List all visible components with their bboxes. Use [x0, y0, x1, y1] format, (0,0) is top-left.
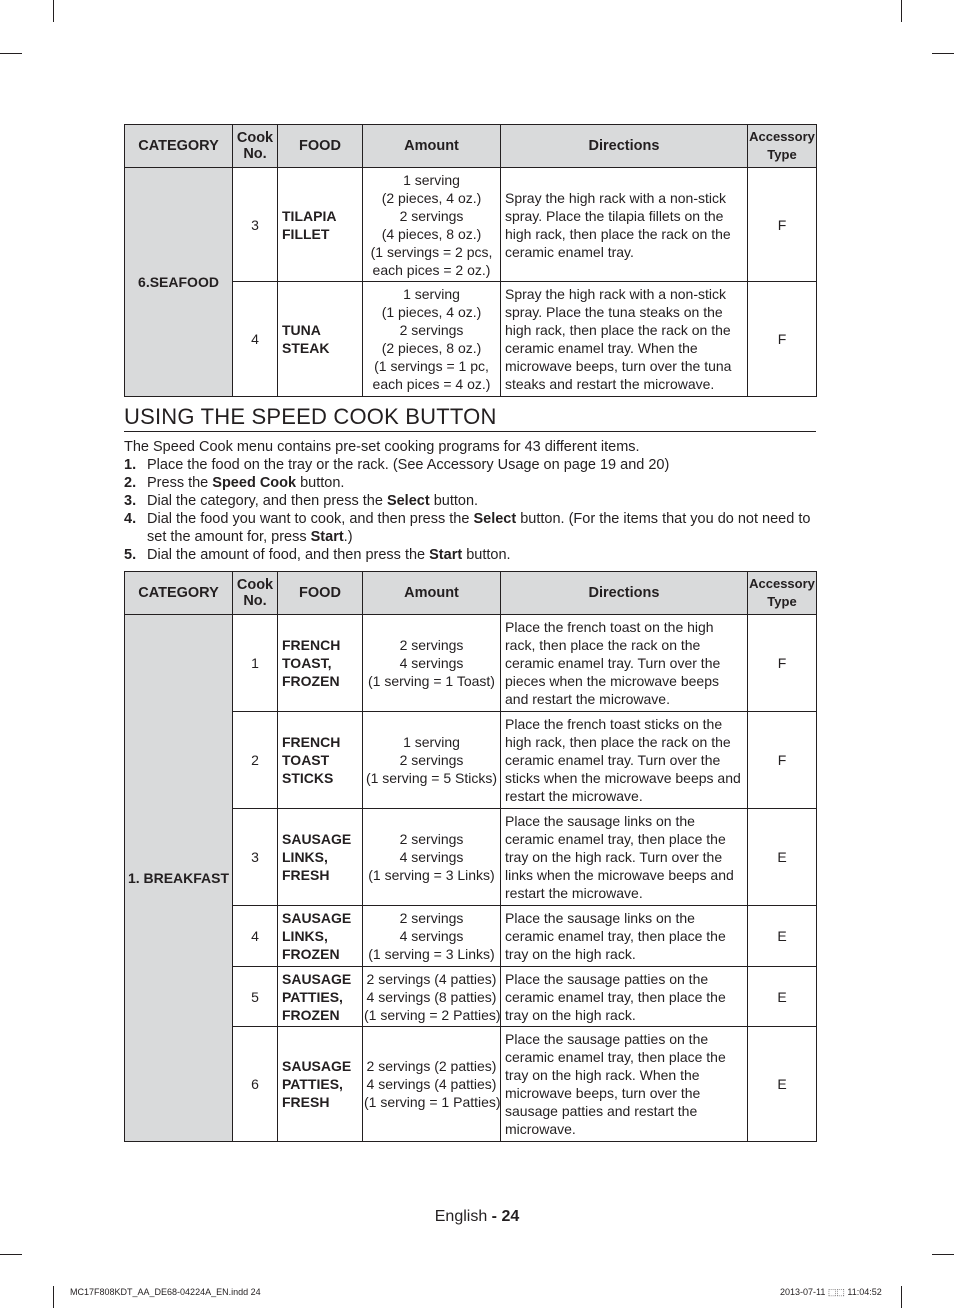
directions-cell: Place the french toast on the high rack, then place the rack on the ceramic enamel tray. Turn over the pieces when the microwave beeps and restart the microwave. [501, 615, 748, 712]
step-text: Place the food on the tray or the rack. (See Accessory Usage on page 19 and 20) [147, 457, 670, 473]
amount-line: 2 servings [399, 910, 464, 926]
amount-line: (1 pieces, 4 oz.) [381, 304, 482, 320]
amount-line: 1 serving [403, 286, 460, 302]
food-line: SAUSAGE [282, 831, 352, 847]
slug-file-info: MC17F808KDT_AA_DE68-04224A_EN.indd 24 [70, 1287, 261, 1297]
directions-cell: Place the sausage links on the ceramic enamel tray, then place the tray on the high rack. Turn over the links when the microwave beeps and restart the microwave. [501, 809, 748, 906]
accessory-type-cell: F [748, 282, 817, 397]
amount-line: 2 servings [399, 207, 464, 224]
food-cell [278, 967, 363, 1027]
food-line: SAUSAGE [282, 910, 352, 926]
table-header-row [125, 572, 817, 615]
step-item [124, 510, 816, 546]
directions-cell: Place the sausage patties on the ceramic enamel tray, then place the tray on the high rack. When the microwave beeps, turn over the sausage patties and restart the microwave. [501, 1027, 748, 1142]
amount-line: (2 pieces, 8 oz.) [381, 340, 482, 356]
amount-line: (1 serving = 1 Toast) [368, 673, 495, 689]
cook-no-cell: 1 [233, 615, 278, 712]
amount-cell [363, 906, 501, 967]
crop-mark [0, 1254, 22, 1255]
amount-line: (1 serving = 3 Links) [368, 867, 495, 883]
directions-cell: Place the sausage patties on the ceramic enamel tray, then place the tray on the high rack. [501, 967, 748, 1027]
step-text: Press the [147, 475, 213, 491]
amount-line: (1 serving = 3 Links) [368, 946, 495, 962]
amount-line: 2 servings (4 patties) [366, 970, 497, 987]
step-emphasis: Speed Cook [212, 475, 297, 491]
header-food: FOOD [278, 125, 363, 168]
food-line: TOAST [282, 752, 330, 768]
amount-line: 4 servings (8 patties) [366, 988, 497, 1005]
food-line: STEAK [282, 340, 330, 356]
step-text: button. [429, 493, 479, 509]
category-cell: 6.SEAFOOD [125, 168, 233, 397]
food-cell [278, 809, 363, 906]
food-line: FRESH [282, 1094, 330, 1110]
cook-no-cell: 2 [233, 712, 278, 809]
table-row [125, 615, 817, 712]
directions-cell: Spray the high rack with a non-stick spray. Place the tilapia fillets on the high rack, then place the rack on the ceramic enamel tray. [501, 168, 748, 282]
header-directions: Directions [501, 125, 748, 168]
cook-no-cell: 5 [233, 967, 278, 1027]
amount-line: 2 servings [399, 637, 464, 653]
accessory-type-cell: F [748, 168, 817, 282]
food-line: FROZEN [282, 1006, 340, 1023]
accessory-type-cell: E [748, 967, 817, 1027]
amount-line: each pices = 2 oz.) [372, 261, 491, 278]
step-emphasis: Select [386, 493, 430, 509]
step-item [124, 456, 816, 474]
header-accessory-type: Accessory Type [748, 125, 817, 168]
category-cell: 1. BREAKFAST [125, 615, 233, 1142]
food-cell [278, 712, 363, 809]
amount-line: 2 servings (2 patties) [366, 1058, 497, 1074]
food-line: STICKS [282, 770, 334, 786]
seafood-cook-table [124, 124, 817, 397]
footer-separator: - [487, 1208, 502, 1225]
cook-no-cell: 3 [233, 809, 278, 906]
step-number: 4. [124, 511, 137, 527]
food-line: TILAPIA [282, 207, 337, 224]
amount-line: (1 serving = 1 Patties) [364, 1094, 501, 1110]
speed-cook-instructions [124, 438, 816, 564]
accessory-type-cell: F [748, 615, 817, 712]
crop-mark [0, 53, 22, 54]
step-text: button. [296, 475, 345, 491]
page-footer [0, 1208, 954, 1226]
food-cell [278, 168, 363, 282]
amount-line: (1 servings = 1 pc, [374, 358, 489, 374]
page-number: 24 [501, 1208, 520, 1225]
footer-language: English [434, 1208, 488, 1225]
amount-line: 1 serving [403, 734, 460, 750]
amount-line: (1 serving = 5 Sticks) [365, 770, 498, 786]
header-food: FOOD [278, 572, 363, 615]
step-text: Dial the food you want to cook, and then press the [147, 511, 474, 527]
header-cook-no: Cook No. [233, 125, 278, 168]
amount-cell [363, 712, 501, 809]
amount-cell [363, 282, 501, 397]
amount-line: 4 servings (4 patties) [366, 1076, 497, 1092]
header-amount: Amount [363, 125, 501, 168]
food-line: PATTIES, [282, 1076, 343, 1092]
amount-line: 4 servings [399, 928, 464, 944]
directions-cell: Spray the high rack with a non-stick spray. Place the tuna steaks on the high rack, then place the rack on the ceramic enamel tray. When the microwave beeps, turn over the tuna steaks and restart the microwave. [501, 282, 748, 397]
header-category: CATEGORY [125, 125, 233, 168]
amount-line: (1 serving = 2 Patties) [364, 1006, 501, 1023]
crop-mark [932, 1254, 954, 1255]
cook-no-cell: 6 [233, 1027, 278, 1142]
step-emphasis: Select [473, 511, 517, 527]
header-directions: Directions [501, 572, 748, 615]
amount-cell [363, 1027, 501, 1142]
section-title: USING THE SPEED COOK BUTTON [124, 404, 816, 432]
accessory-type-cell: E [748, 1027, 817, 1142]
crop-mark [901, 0, 902, 22]
step-item [124, 474, 816, 492]
food-line: FROZEN [282, 673, 340, 689]
food-line: FRENCH [282, 734, 341, 750]
header-accessory-type: Accessory Type [748, 572, 817, 615]
step-text: button. [462, 547, 511, 563]
food-cell [278, 906, 363, 967]
amount-line: each pices = 4 oz.) [372, 376, 491, 392]
step-text: button. (For the items that you do not need to set the amount for, press [147, 511, 811, 545]
amount-line: 2 servings [399, 322, 464, 338]
step-number: 1. [124, 457, 137, 473]
food-line: TOAST, [282, 655, 332, 671]
food-cell [278, 1027, 363, 1142]
table-header-row [125, 125, 817, 168]
crop-mark [932, 53, 954, 54]
header-cook-no: Cook No. [233, 572, 278, 615]
step-number: 2. [124, 475, 137, 491]
step-number: 3. [124, 493, 137, 509]
food-line: FILLET [282, 225, 330, 242]
food-line: LINKS, [282, 849, 328, 865]
food-line: FROZEN [282, 946, 340, 962]
food-line: LINKS, [282, 928, 328, 944]
step-text: .) [343, 529, 353, 545]
accessory-type-cell: F [748, 712, 817, 809]
crop-mark [53, 1286, 54, 1308]
amount-line: 4 servings [399, 655, 464, 671]
slug-timestamp: 2013-07-11 ⬚⬚ 11:04:52 [780, 1287, 882, 1297]
step-number: 5. [124, 547, 137, 563]
food-line: SAUSAGE [282, 1058, 352, 1074]
food-cell [278, 615, 363, 712]
directions-cell: Place the sausage links on the ceramic enamel tray, then place the tray on the high rack. [501, 906, 748, 967]
amount-cell [363, 615, 501, 712]
step-item [124, 492, 816, 510]
step-text: Dial the amount of food, and then press the [147, 547, 430, 563]
amount-cell [363, 967, 501, 1027]
header-amount: Amount [363, 572, 501, 615]
food-line: PATTIES, [282, 988, 343, 1005]
amount-line: 4 servings [399, 849, 464, 865]
step-emphasis: Start [429, 547, 463, 563]
amount-line: (4 pieces, 8 oz.) [381, 225, 482, 242]
directions-cell: Place the french toast sticks on the high rack, then place the rack on the ceramic enamel tray. Turn over the sticks when the microwave beeps and restart the microwave. [501, 712, 748, 809]
step-emphasis: Start [310, 529, 344, 545]
step-text: Dial the category, and then press the [147, 493, 387, 509]
food-line: SAUSAGE [282, 970, 352, 987]
amount-line: 2 servings [399, 831, 464, 847]
amount-line: (1 servings = 2 pcs, [370, 243, 493, 260]
crop-mark [901, 1286, 902, 1308]
amount-line: (2 pieces, 4 oz.) [381, 189, 482, 206]
intro-text: The Speed Cook menu contains pre-set cooking programs for 43 different items. [124, 439, 640, 455]
cook-no-cell: 4 [233, 906, 278, 967]
amount-line: 2 servings [399, 752, 464, 768]
breakfast-cook-table [124, 571, 817, 1142]
accessory-type-cell: E [748, 906, 817, 967]
amount-line: 1 serving [403, 171, 460, 188]
cook-no-cell: 4 [233, 282, 278, 397]
cook-no-cell: 3 [233, 168, 278, 282]
crop-mark [53, 0, 54, 22]
food-line: FRESH [282, 867, 330, 883]
amount-cell [363, 168, 501, 282]
table-row [125, 168, 817, 282]
steps-list [124, 456, 816, 564]
food-cell [278, 282, 363, 397]
step-item [124, 546, 816, 564]
amount-cell [363, 809, 501, 906]
food-line: FRENCH [282, 637, 341, 653]
food-line: TUNA [282, 322, 321, 338]
accessory-type-cell: E [748, 809, 817, 906]
header-category: CATEGORY [125, 572, 233, 615]
